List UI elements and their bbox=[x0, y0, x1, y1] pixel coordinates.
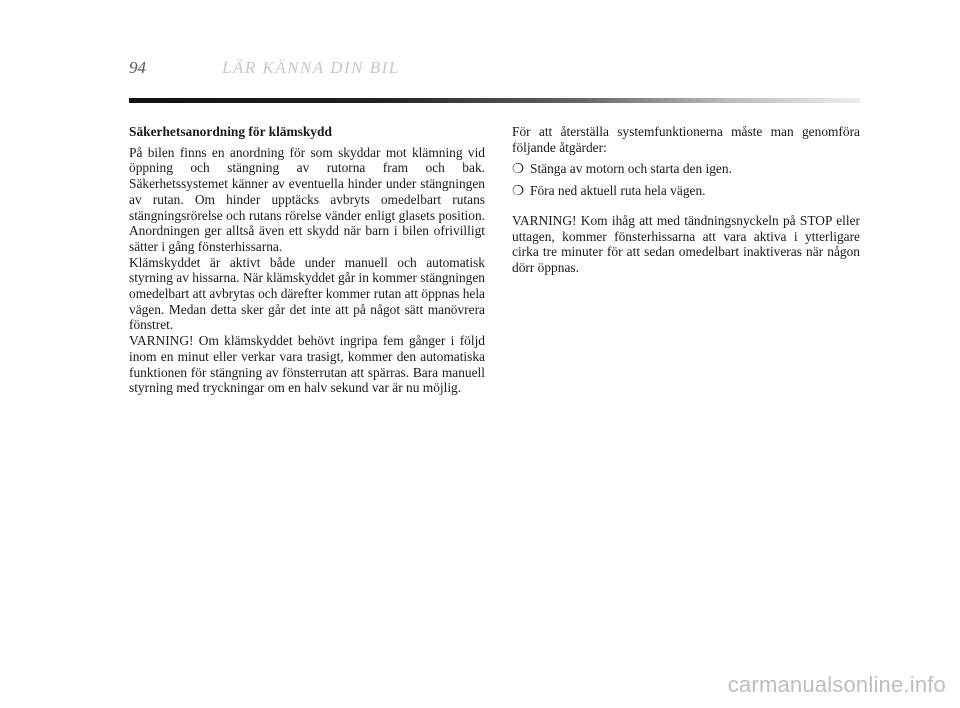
reset-intro: För att återställa systemfunktionerna måste man genomföra följande åtgärder: bbox=[512, 124, 860, 155]
list-item bbox=[512, 183, 860, 199]
list-item bbox=[512, 161, 860, 177]
watermark: carmanualsonline.info bbox=[727, 672, 946, 697]
circle-bullet-icon: ❍ bbox=[512, 183, 525, 199]
left-column bbox=[129, 124, 485, 396]
section-heading: Säkerhetsanordning för klämskydd bbox=[129, 124, 332, 139]
right-column bbox=[512, 124, 860, 289]
list-item-text: Föra ned aktuell ruta hela vägen. bbox=[530, 183, 706, 199]
header-rule bbox=[129, 98, 860, 103]
circle-bullet-icon: ❍ bbox=[512, 161, 525, 177]
warning-paragraph: VARNING! Kom ihåg att med tändningsnyckeln på STOP eller uttagen, kommer fönsterhissarna att vara aktiva i ytterligare cirka tre minuter för att sedan omedelbart inaktiveras när någon dörr öppnas. bbox=[512, 212, 860, 275]
reset-steps-list bbox=[512, 161, 860, 198]
page-number: 94 bbox=[129, 58, 146, 77]
running-title: LÄR KÄNNA DIN BIL bbox=[222, 58, 400, 77]
list-item-text: Stänga av motorn och starta den igen. bbox=[530, 161, 732, 177]
paragraph-activation: Klämskyddet är aktivt både under manuell och automatisk styrning av hissarna. När klämskyddet går in kommer stängningen omedelbart att avbrytas och därefter kommer rutan att öppnas hela vägen. Medan detta sker går det inte att på något sätt manövrera fönstret. bbox=[129, 254, 485, 333]
paragraph-intro: På bilen finns en anordning för som skyddar mot klämning vid öppning och stängning av rutorna fram och bak. Säkerhetssystemet känner av eventuella hinder under stängningen av rutan. Om hinder upptäcks avbryts omedelbart rutans stängningsrörelse och rutans rörelse vänder enligt glasets position. Anordningen ger alltså även ett skydd när barn i bilen ofrivilligt sätter i gång fönsterhissarna. bbox=[129, 144, 485, 254]
paragraph-warning: VARNING! Om klämskyddet behövt ingripa fem gånger i följd inom en minut eller verkar vara trasigt, kommer den automatiska funktionen för stängning av fönsterrutan att spärras. Bara manuell styrning med tryckningar om en halv sekund var är nu möjlig. bbox=[129, 333, 485, 396]
